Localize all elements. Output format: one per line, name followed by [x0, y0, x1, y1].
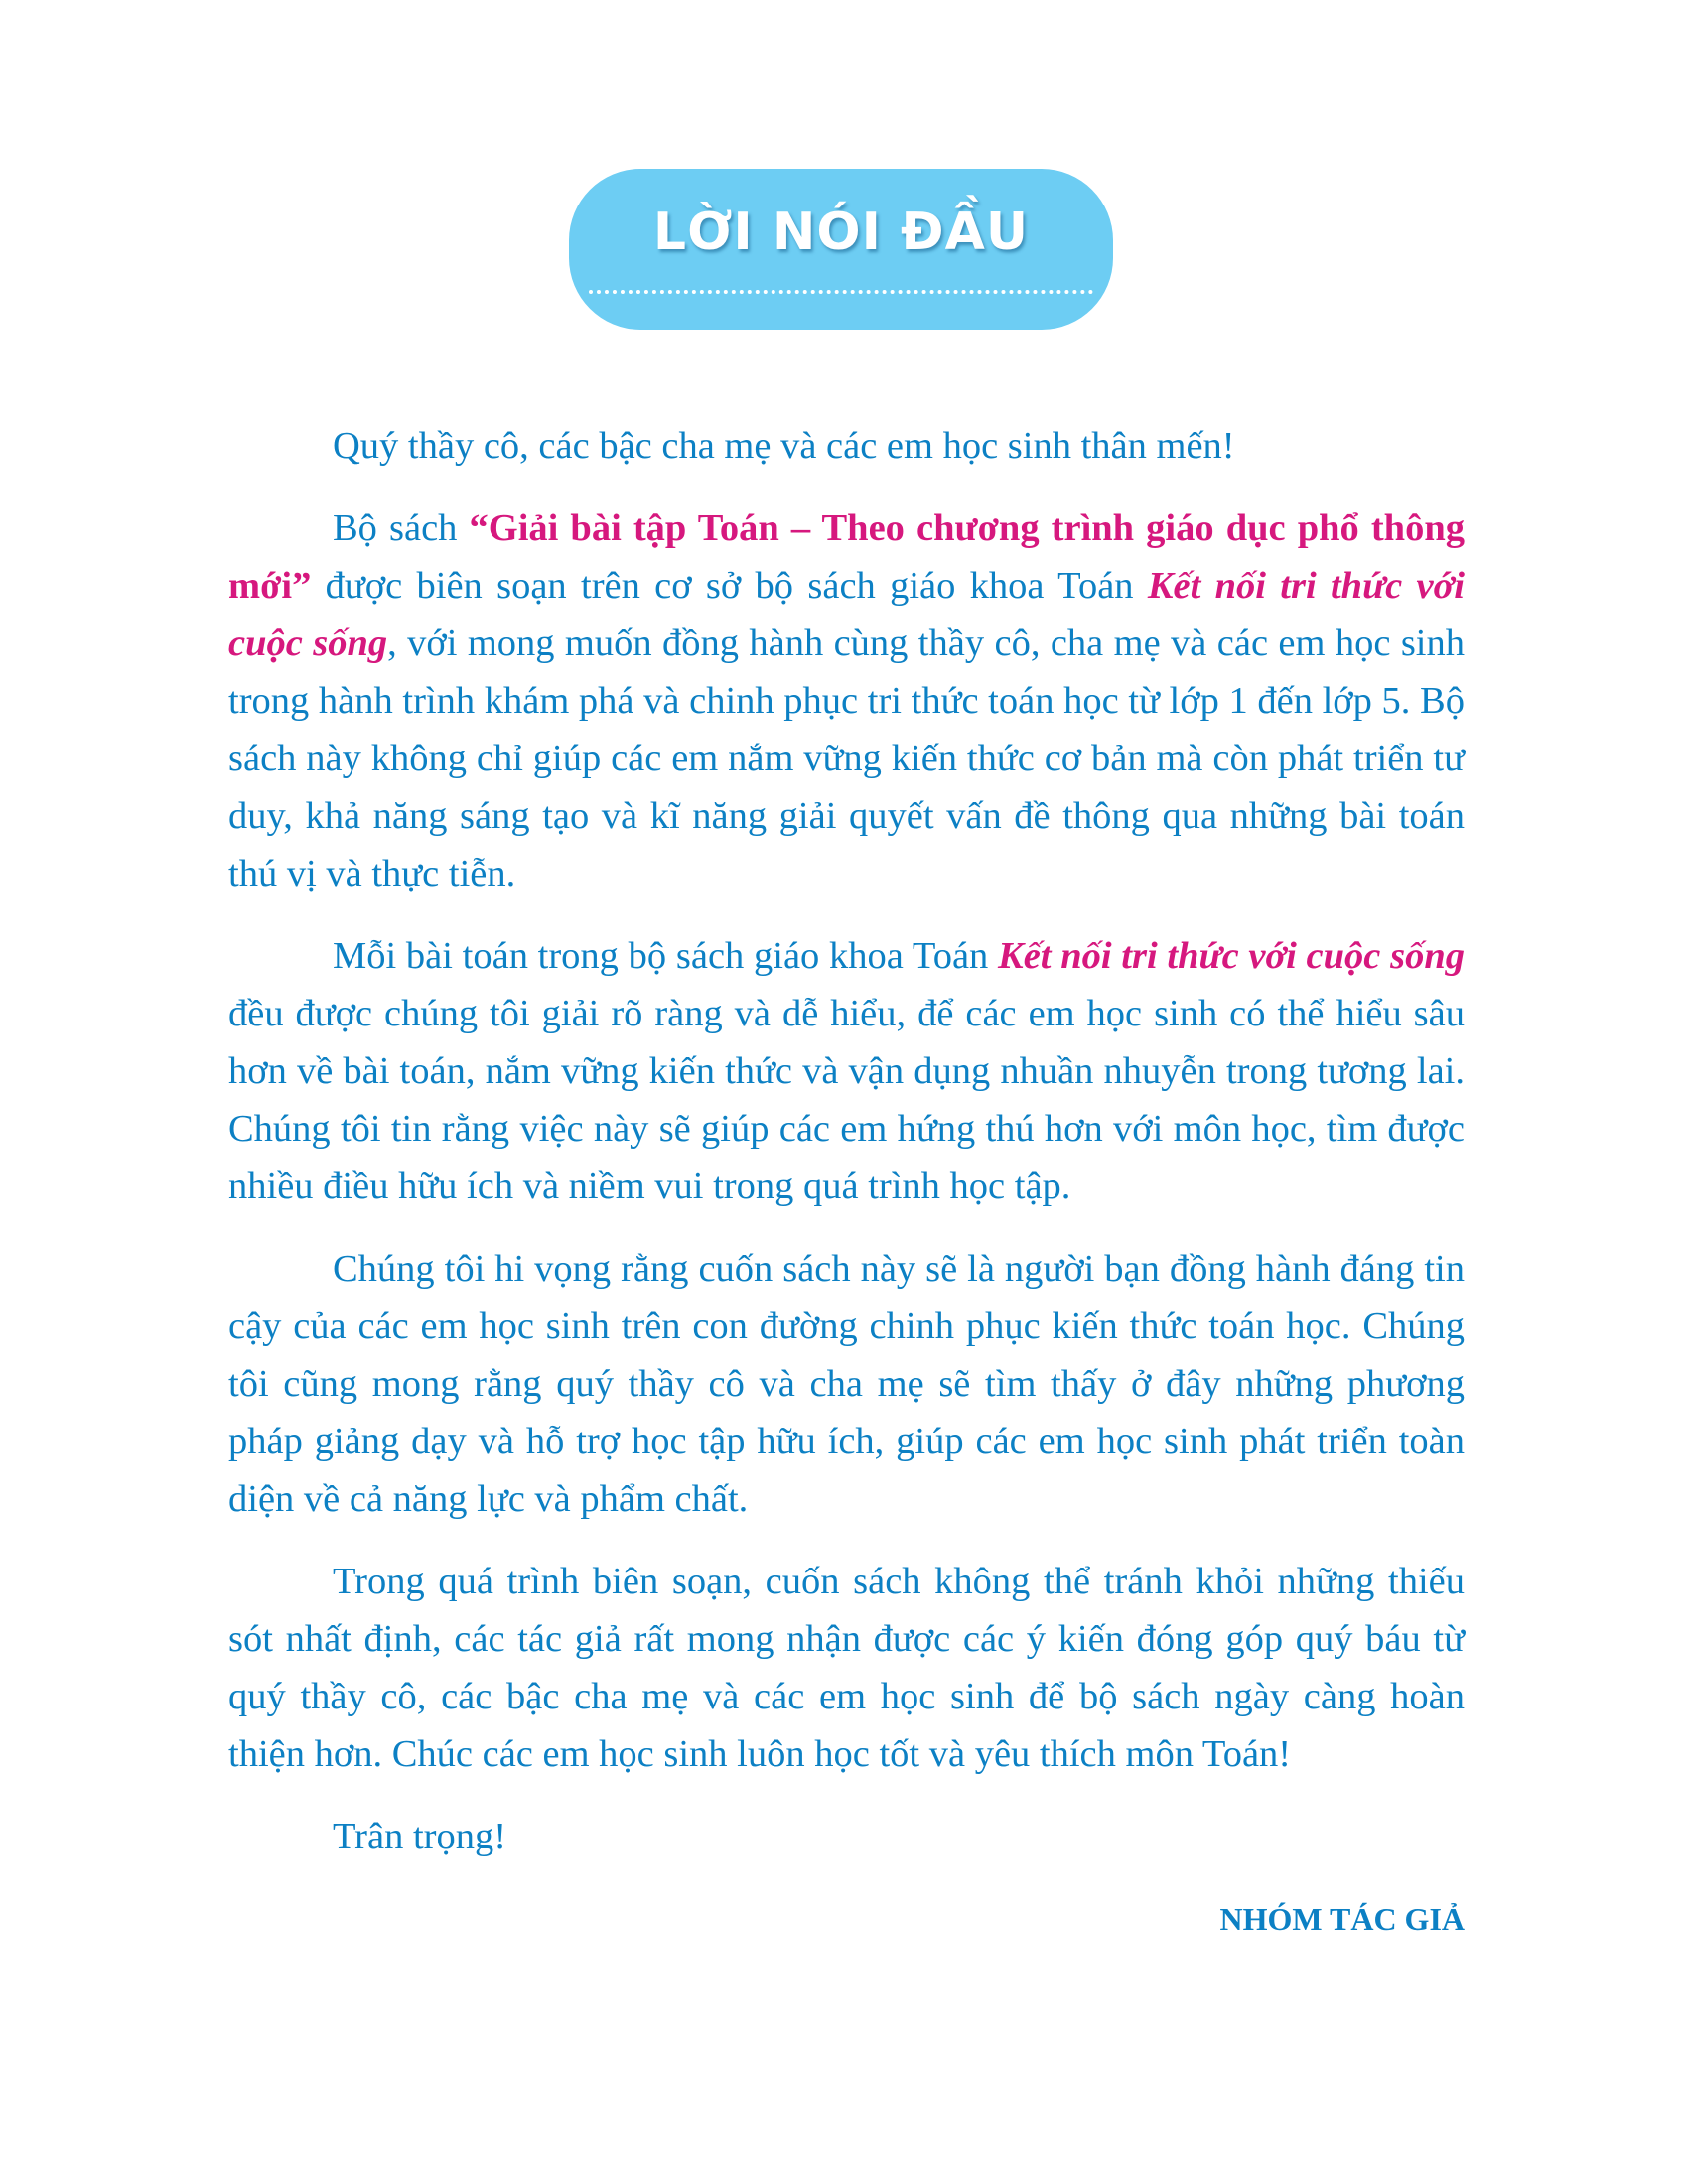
dotted-divider: [589, 290, 1093, 294]
paragraph-2-text-b: đều được chúng tôi giải rõ ràng và dễ hiểu, để các em học sinh có thể hiểu sâu hơn về bài toán, nắm vững kiến thức và vận dụng nhuần nhuyễn trong tương lai. Chúng tôi tin rằng việc này sẽ giúp các em hứng thú hơn với môn học, tìm được nhiều điều hữu ích và niềm vui trong quá trình học tập.: [228, 993, 1465, 1207]
series-name: Kết nối tri thức với cuộc sống: [998, 935, 1466, 977]
paragraph-2-text-a: Mỗi bài toán trong bộ sách giáo khoa Toán: [333, 935, 999, 977]
book-title: “Giải bài tập Toán – Theo chương trình giáo dục phổ thông mới”: [228, 507, 1465, 607]
series-name: Kết nối tri thức với cuộc sống: [228, 565, 1465, 664]
paragraph-1-text-b: được biên soạn trên cơ sở bộ sách giáo khoa Toán: [311, 565, 1148, 607]
paragraph-2: [228, 927, 1465, 1215]
preface-body: [228, 417, 1465, 1948]
paragraph-4: Trong quá trình biên soạn, cuốn sách không thể tránh khỏi những thiếu sót nhất định, các tác giả rất mong nhận được các ý kiến đóng góp quý báu từ quý thầy cô, các bậc cha mẹ và các em học sinh để bộ sách ngày càng hoàn thiện hơn. Chúc các em học sinh luôn học tốt và yêu thích môn Toán!: [228, 1561, 1465, 1775]
closing: Trân trọng!: [333, 1816, 507, 1857]
paragraph-1: [228, 499, 1465, 902]
signature: NHÓM TÁC GIẢ: [1219, 1901, 1465, 1937]
title-banner: [569, 169, 1113, 330]
paragraph-1-text-c: , với mong muốn đồng hành cùng thầy cô, cha mẹ và các em học sinh trong hành trình khám phá và chinh phục tri thức toán học từ lớp 1 đến lớp 5. Bộ sách này không chỉ giúp các em nắm vững kiến thức cơ bản mà còn phát triển tư duy, khả năng sáng tạo và kĩ năng giải quyết vấn đề thông qua những bài toán thú vị và thực tiễn.: [228, 622, 1465, 894]
greeting: Quý thầy cô, các bậc cha mẹ và các em học sinh thân mến!: [333, 425, 1235, 467]
paragraph-1-text-a: Bộ sách: [333, 507, 470, 549]
paragraph-3: Chúng tôi hi vọng rằng cuốn sách này sẽ là người bạn đồng hành đáng tin cậy của các em học sinh trên con đường chinh phục kiến thức toán học. Chúng tôi cũng mong rằng quý thầy cô và cha mẹ sẽ tìm thấy ở đây những phương pháp giảng dạy và hỗ trợ học tập hữu ích, giúp các em học sinh phát triển toàn diện về cả năng lực và phẩm chất.: [228, 1248, 1465, 1520]
page-title: LỜI NÓI ĐẦU: [652, 203, 1030, 262]
